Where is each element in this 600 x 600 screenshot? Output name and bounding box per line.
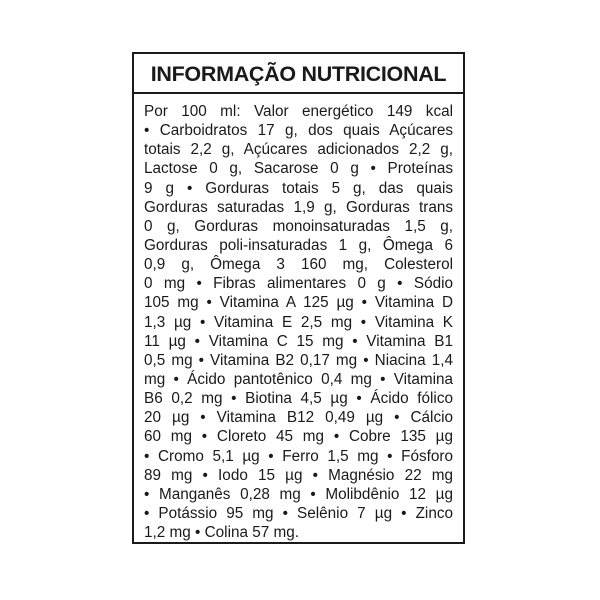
nutrition-line: 11 µg • Vitamina C 15 mg • Vitamina B1 [144,332,453,350]
nutrition-text [144,102,453,542]
nutrition-line: 9 g • Gorduras totais 5 g, das quais [144,179,453,197]
nutrition-line: • Potássio 95 mg • Selênio 7 µg • Zinco [144,504,453,522]
nutrition-line: 105 mg • Vitamina A 125 µg • Vitamina D [144,294,453,312]
nutrition-line: Lactose 0 g, Sacarose 0 g • Proteínas [144,160,453,178]
nutrition-label [132,52,465,544]
nutrition-line: 0,5 mg • Vitamina B2 0,17 mg • Niacina 1,4 [144,351,453,369]
nutrition-line: 1,3 µg • Vitamina E 2,5 mg • Vitamina K [144,313,453,331]
nutrition-line: • Cromo 5,1 µg • Ferro 1,5 mg • Fósforo [144,447,453,465]
label-title: INFORMAÇÃO NUTRICIONAL [134,54,463,94]
nutrition-line: mg • Ácido pantotênico 0,4 mg • Vitamina [144,370,453,388]
nutrition-line: totais 2,2 g, Açúcares adicionados 2,2 g, [144,141,453,159]
nutrition-line: Por 100 ml: Valor energético 149 kcal [144,103,453,120]
nutrition-line: • Manganês 0,28 mg • Molibdênio 12 µg [144,485,453,503]
nutrition-line: B6 0,2 mg • Biotina 4,5 µg • Ácido fólico [144,390,453,408]
nutrition-line: • Carboidratos 17 g, dos quais Açúcares [144,122,453,140]
nutrition-line: 0 g, Gorduras monoinsaturadas 1,5 g, [144,217,453,235]
nutrition-line: 0,9 g, Ômega 3 160 mg, Colesterol [144,256,453,274]
nutrition-line: Gorduras saturadas 1,9 g, Gorduras trans [144,198,453,216]
nutrition-line: 20 µg • Vitamina B12 0,49 µg • Cálcio [144,409,453,427]
nutrition-line: Gorduras poli-insaturadas 1 g, Ômega 6 [144,236,453,254]
nutrition-line: 1,2 mg • Colina 57 mg. [144,524,300,542]
nutrition-line: 60 mg • Cloreto 45 mg • Cobre 135 µg [144,428,453,446]
nutrition-line: 0 mg • Fibras alimentares 0 g • Sódio [144,275,453,293]
nutrition-line: 89 mg • Iodo 15 µg • Magnésio 22 mg [144,466,453,484]
